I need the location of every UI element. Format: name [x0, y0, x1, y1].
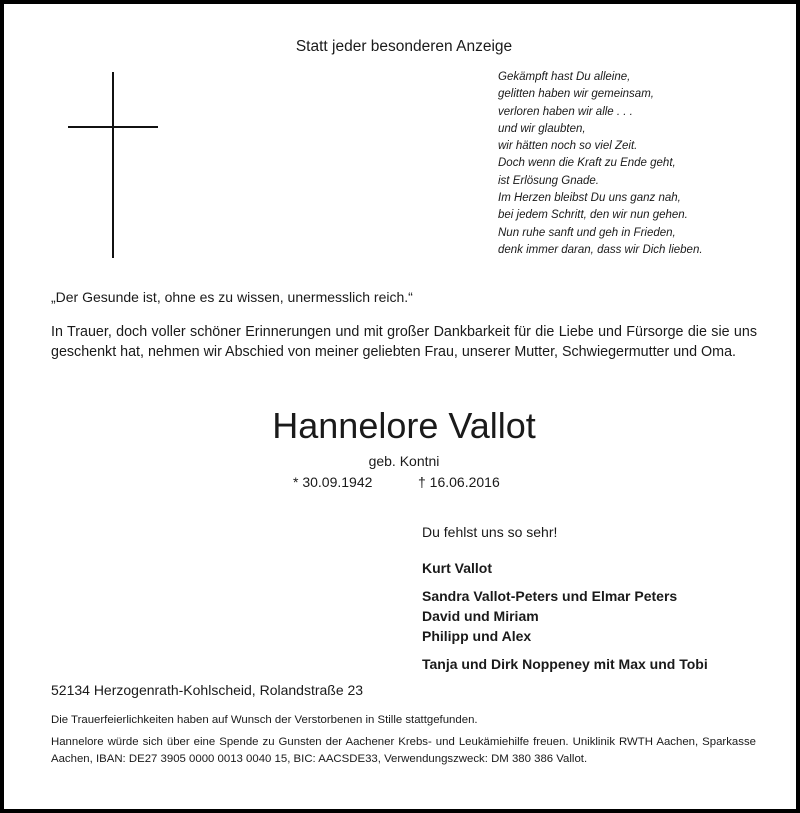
poem-line: verloren haben wir alle . . .	[498, 105, 633, 118]
cross-vertical-bar	[112, 72, 114, 258]
poem-line: ist Erlösung Gnade.	[498, 174, 600, 187]
donation-note: Hannelore würde sich über eine Spende zu Gunsten der Aachener Krebs- und Leukämiehilfe freuen. Uniklinik RWTH Aachen, Sparkasse Aachen, IBAN: DE27 3905 0000 0013 0040 15, BIC: AACSDE33, Verwendungszweck: DM 380 386 Vallot.	[51, 736, 756, 765]
family-line: David und Miriam	[422, 608, 539, 624]
header-note: Statt jeder besonderen Anzeige	[295, 38, 513, 55]
family-line: Tanja und Dirk Noppeney mit Max und Tobi	[422, 656, 708, 672]
poem-line: denk immer daran, dass wir Dich lieben.	[498, 243, 703, 256]
poem-line: Im Herzen bleibst Du uns ganz nah,	[498, 192, 681, 205]
family-line: Sandra Vallot-Peters und Elmar Peters	[422, 588, 678, 604]
poem-line: bei jedem Schritt, den wir nun gehen.	[498, 209, 688, 222]
address: 52134 Herzogenrath-Kohlscheid, Rolandstraße 23	[51, 682, 364, 698]
poem-line: wir hätten noch so viel Zeit.	[498, 140, 638, 153]
intro-text: In Trauer, doch voller schöner Erinnerungen und mit großer Dankbarkeit für die Liebe und Fürsorge die sie uns geschenkt hat, nehmen wir Abschied von meiner geliebten Frau, unserer Mutter, Schwiegermutter und Oma.	[51, 324, 757, 360]
family-line: Philipp und Alex	[422, 628, 532, 644]
quote: „Der Gesunde ist, ohne es zu wissen, unermesslich reich.“	[51, 289, 413, 305]
cross-horizontal-bar	[68, 126, 158, 128]
cross-icon	[68, 72, 158, 258]
funeral-note: Die Trauerfeierlichkeiten haben auf Wunsch der Verstorbenen in Stille stattgefunden.	[51, 714, 478, 726]
family-signatures	[422, 558, 708, 674]
deceased-name: Hannelore Vallot	[272, 405, 536, 446]
poem-line: Doch wenn die Kraft zu Ende geht,	[498, 157, 676, 170]
poem	[498, 69, 703, 259]
family-spouse: Kurt Vallot	[422, 560, 493, 576]
miss-line: Du fehlst uns so sehr!	[422, 524, 558, 540]
poem-line: und wir glaubten,	[498, 122, 586, 135]
birth-date: * 30.09.1942	[293, 474, 373, 490]
death-date: † 16.06.2016	[418, 474, 500, 490]
poem-line: gelitten haben wir gemeinsam,	[498, 88, 654, 101]
maiden-name: geb. Kontni	[368, 453, 440, 469]
poem-line: Gekämpft hast Du alleine,	[498, 71, 631, 83]
poem-line: Nun ruhe sanft und geh in Frieden,	[498, 226, 676, 239]
